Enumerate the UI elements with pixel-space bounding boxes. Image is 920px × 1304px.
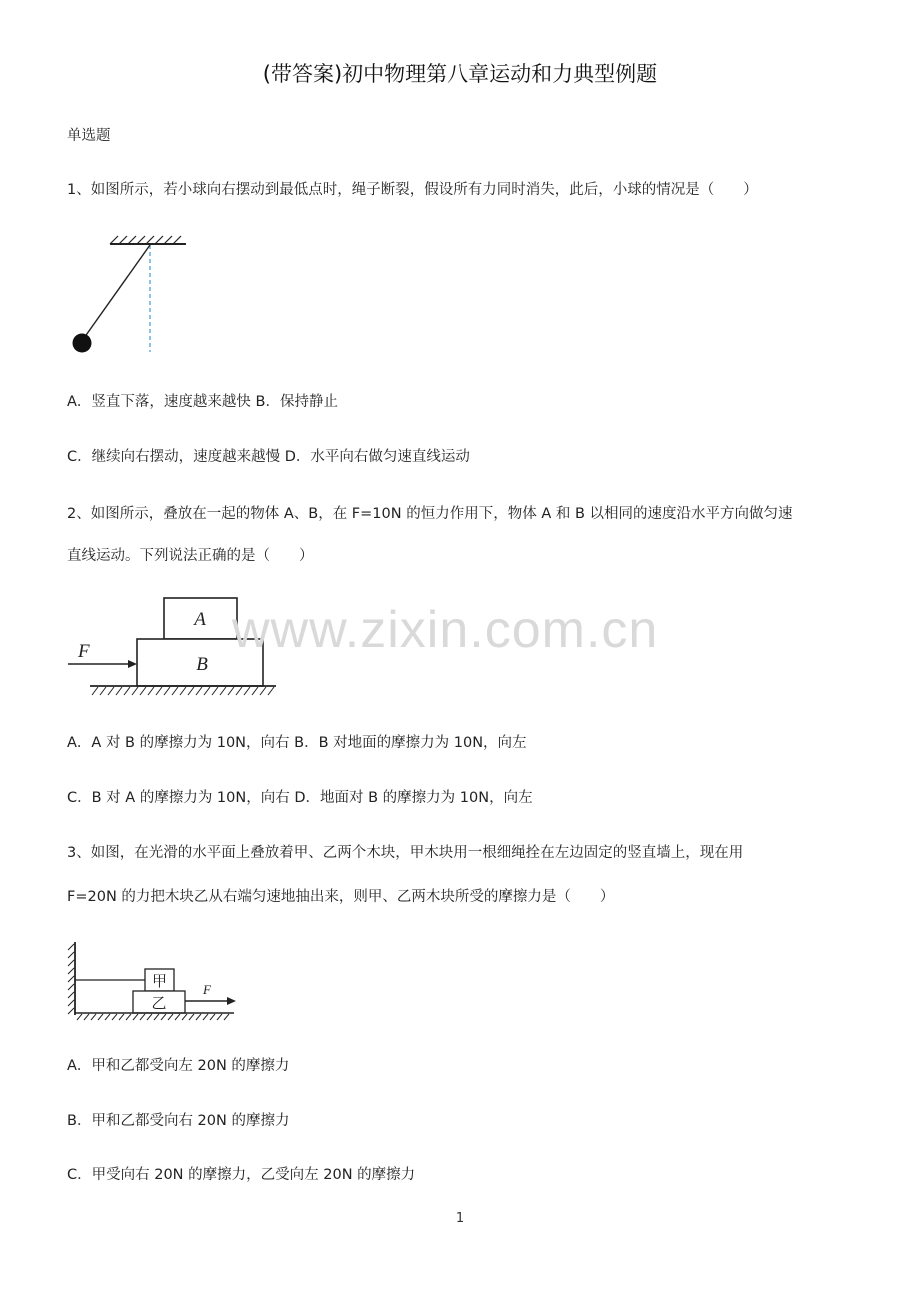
question-3-option-a: A．甲和乙都受向左 20N 的摩擦力 — [67, 1058, 290, 1074]
wall-blocks-figure — [66, 938, 241, 1024]
question-2-stem-line-1: 2、如图所示，叠放在一起的物体 A、B，在 F=10N 的恒力作用下，物体 A 和 B 以相同的速度沿水平方向做匀速 — [67, 506, 793, 522]
force-arrow-head — [227, 997, 236, 1005]
question-2-options-cd: C．B 对 A 的摩擦力为 10N，向右 D．地面对 B 的摩擦力为 10N，向左 — [67, 790, 533, 806]
watermark: www.zixin.com.cn — [232, 601, 659, 659]
pendulum-figure — [66, 232, 191, 357]
block-b-label: B — [196, 654, 208, 675]
force-arrow-head — [128, 660, 137, 668]
question-2-options-ab: A．A 对 B 的摩擦力为 10N，向右 B．B 对地面的摩擦力为 10N，向左 — [67, 735, 527, 751]
question-3-stem-line-2: F=20N 的力把木块乙从右端匀速地抽出来，则甲、乙两木块所受的摩擦力是（ ） — [67, 889, 615, 905]
ceiling-support — [110, 236, 186, 244]
block-jia-label: 甲 — [151, 972, 168, 990]
ground-surface — [75, 1013, 234, 1020]
question-1-options-ab: A．竖直下落，速度越来越快 B．保持静止 — [67, 394, 338, 410]
page-title: (带答案)初中物理第八章运动和力典型例题 — [262, 62, 658, 86]
block-a-label: A — [194, 609, 206, 630]
block-yi-label: 乙 — [151, 994, 167, 1012]
force-label: F — [203, 982, 211, 997]
question-3-stem-line-1: 3、如图，在光滑的水平面上叠放着甲、乙两个木块，甲木块用一根细绳拴在左边固定的竖直墙上，现在用 — [67, 845, 744, 861]
section-heading: 单选题 — [67, 128, 111, 144]
question-1-stem: 1、如图所示，若小球向右摆动到最低点时，绳子断裂，假设所有力同时消失，此后，小球的情况是（ ） — [67, 182, 758, 198]
question-1-options-cd: C．继续向右摆动，速度越来越慢 D．水平向右做匀速直线运动 — [67, 449, 470, 465]
page-number: 1 — [455, 1211, 465, 1226]
pendulum-ball — [73, 334, 92, 353]
ground-surface — [90, 686, 276, 695]
question-2-stem-line-2: 直线运动。下列说法正确的是（ ） — [67, 548, 314, 564]
wall — [68, 942, 75, 1015]
force-label: F — [78, 641, 90, 662]
pendulum-string — [84, 245, 150, 338]
question-3-option-c: C．甲受向右 20N 的摩擦力，乙受向左 20N 的摩擦力 — [67, 1167, 416, 1183]
question-3-option-b: B．甲和乙都受向右 20N 的摩擦力 — [67, 1113, 290, 1129]
